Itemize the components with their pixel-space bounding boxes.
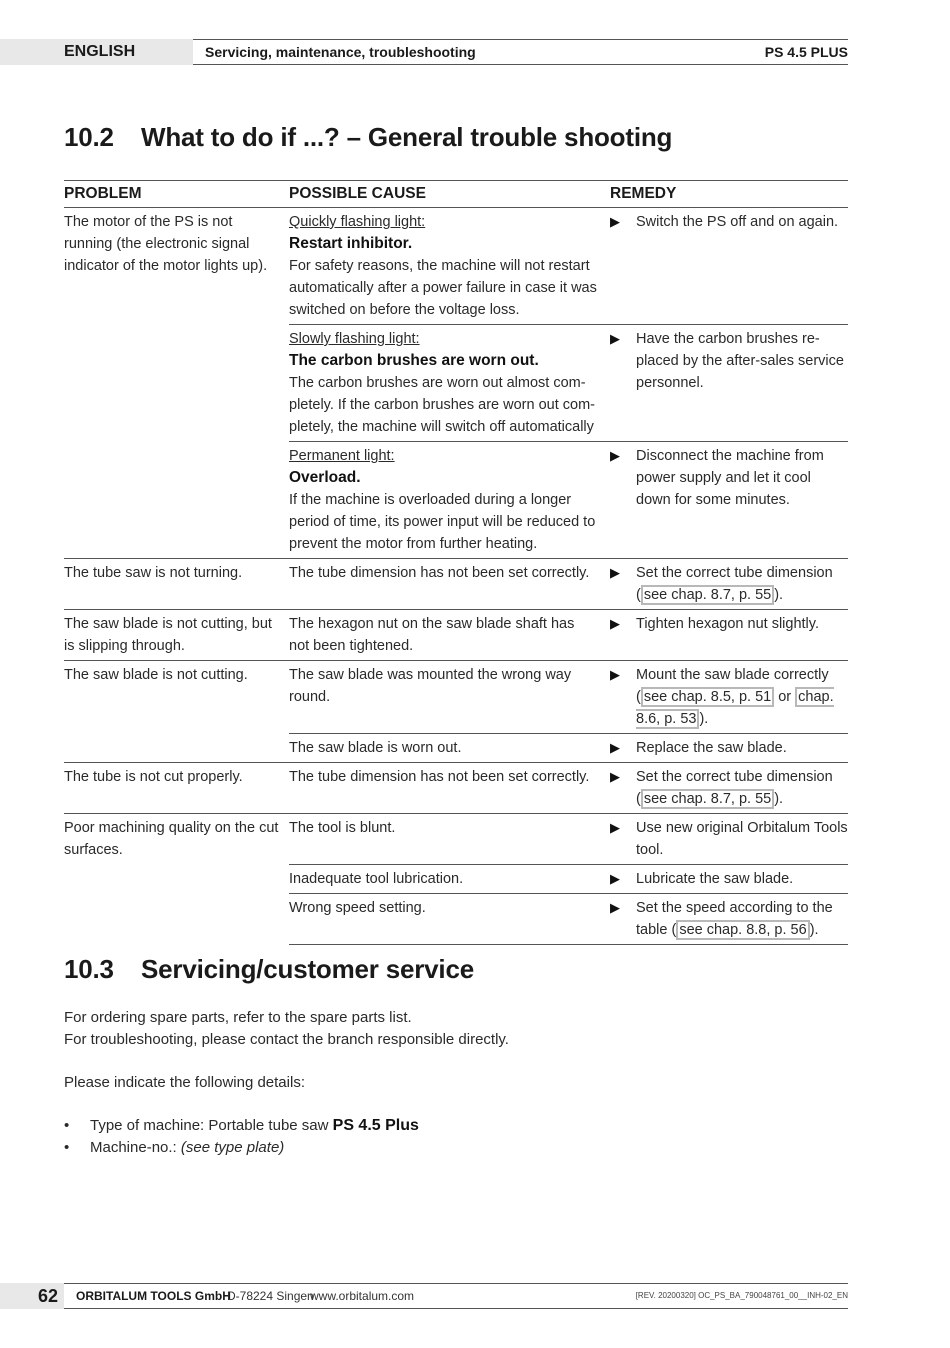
footer-company: ORBITALUM TOOLS GmbH	[76, 1289, 231, 1303]
remedy-cell	[610, 325, 848, 442]
details-list	[64, 1115, 419, 1159]
remedy-cell	[610, 661, 848, 734]
remedy-text	[636, 664, 848, 730]
cause-label: Slowly flashing light:	[289, 331, 420, 347]
remedy-cell	[610, 894, 848, 945]
remedy-text-mid: or	[774, 689, 796, 705]
header-bar	[193, 39, 848, 65]
list-item-text: Type of machine: Portable tube saw	[90, 1117, 333, 1134]
remedy-text: Use new original Orbitalum Tools tool.	[636, 820, 848, 858]
list-item-text: Machine-no.:	[90, 1139, 181, 1156]
table-row	[64, 208, 848, 325]
remedy-text-pre: Set the correct tube dimension (	[636, 769, 833, 807]
footer-website[interactable]: www.orbitalum.com	[310, 1289, 415, 1303]
troubleshooting-table	[64, 180, 848, 945]
arrow-right-icon: ▶	[610, 769, 620, 784]
table-row	[64, 559, 848, 610]
chapter-link[interactable]: see chap. 8.7, p. 55	[641, 789, 774, 809]
chapter-link[interactable]: see chap. 8.5, p. 51	[641, 687, 774, 707]
cause-label: Permanent light:	[289, 448, 395, 464]
remedy-text-post: ).	[699, 711, 709, 727]
cause-text: The carbon brushes are worn out almost com-pletely. If the carbon brushes are worn out com-pletely, the machine will switch off automatically	[289, 375, 595, 435]
cause-label: Quickly flashing light:	[289, 214, 426, 230]
arrow-right-icon: ▶	[610, 331, 620, 346]
cause-cell: The tool is blunt.	[289, 814, 610, 865]
arrow-right-icon: ▶	[610, 448, 620, 463]
footer-address: D-78224 Singen	[227, 1289, 314, 1303]
remedy-text: Tighten hexagon nut slightly.	[636, 616, 819, 632]
remedy-text-pre: Set the speed according to the table (	[636, 900, 833, 938]
problem-cell: The saw blade is not cutting, but is slipping through.	[64, 610, 289, 661]
remedy-cell	[610, 865, 848, 894]
remedy-text-post: ).	[774, 587, 784, 603]
cause-title: Restart inhibitor.	[289, 235, 413, 252]
remedy-cell	[610, 208, 848, 325]
remedy-cell	[610, 734, 848, 763]
problem-cell: The saw blade is not cutting.	[64, 661, 289, 763]
remedy-cell	[610, 763, 848, 814]
cause-cell: The tube dimension has not been set correctly.	[289, 559, 610, 610]
table-row	[64, 763, 848, 814]
list-item	[64, 1115, 419, 1137]
remedy-text: Replace the saw blade.	[636, 740, 787, 756]
table-header-row	[64, 181, 848, 208]
remedy-text	[636, 897, 848, 941]
table-row	[64, 610, 848, 661]
footer-bar	[64, 1283, 848, 1309]
arrow-right-icon: ▶	[610, 871, 620, 886]
remedy-cell	[610, 559, 848, 610]
remedy-text-pre: Mount the saw blade correctly (	[636, 667, 829, 705]
table-row	[64, 814, 848, 865]
cause-title: The carbon brushes are worn out.	[289, 352, 539, 369]
heading-10-3-title: Servicing/customer service	[141, 954, 474, 984]
cause-cell: The saw blade is worn out.	[289, 734, 610, 763]
header-section-title: Servicing, maintenance, troubleshooting	[205, 44, 476, 60]
chapter-link[interactable]: chap. 8.6, p. 53	[636, 689, 834, 727]
heading-10-2	[64, 122, 672, 153]
cause-cell	[289, 442, 610, 559]
cause-cell	[289, 325, 610, 442]
list-item	[64, 1137, 419, 1159]
heading-10-3	[64, 954, 474, 985]
remedy-cell	[610, 442, 848, 559]
chapter-link[interactable]: see chap. 8.8, p. 56	[676, 920, 809, 940]
paragraph-troubleshooting: For troubleshooting, please contact the branch responsible directly.	[64, 1031, 509, 1048]
remedy-text-pre: Set the correct tube dimension (	[636, 565, 833, 603]
header-remedy: REMEDY	[610, 181, 848, 208]
machine-no-hint: (see type plate)	[180, 1139, 285, 1156]
paragraph-details: Please indicate the following details:	[64, 1074, 305, 1091]
arrow-right-icon: ▶	[610, 565, 620, 580]
cause-text: If the machine is overloaded during a longer period of time, its power input will be reduced to prevent the motor from further heating.	[289, 492, 596, 552]
cause-title: Overload.	[289, 469, 361, 486]
page-number: 62	[0, 1283, 64, 1309]
problem-cell: Poor machining quality on the cut surfaces.	[64, 814, 289, 945]
header-language: ENGLISH	[0, 39, 193, 65]
cause-cell: The tube dimension has not been set correctly.	[289, 763, 610, 814]
cause-cell	[289, 208, 610, 325]
arrow-right-icon: ▶	[610, 740, 620, 755]
bullet-icon: •	[64, 1117, 70, 1134]
remedy-cell	[610, 814, 848, 865]
cause-text: For safety reasons, the machine will not restart automatically after a power failure in case it was switched on before the voltage loss.	[289, 258, 597, 318]
cause-cell: Wrong speed setting.	[289, 894, 610, 945]
paragraph-spare-parts: For ordering spare parts, refer to the spare parts list.	[64, 1009, 412, 1026]
problem-cell: The motor of the PS is not running (the electronic signal indicator of the motor lights up).	[64, 214, 268, 274]
heading-10-2-title: What to do if ...? – General trouble shooting	[141, 122, 673, 152]
heading-10-3-number: 10.3	[64, 954, 114, 984]
remedy-text-post: ).	[774, 791, 784, 807]
remedy-cell	[610, 610, 848, 661]
remedy-text: Disconnect the machine from power supply and let it cool down for some minutes.	[636, 448, 824, 508]
header-cause: POSSIBLE CAUSE	[289, 181, 610, 208]
remedy-text: Have the carbon brushes re-placed by the after-sales service personnel.	[636, 331, 844, 391]
cause-cell: The hexagon nut on the saw blade shaft has not been tightened.	[289, 610, 610, 661]
machine-type: PS 4.5 Plus	[332, 1117, 419, 1134]
bullet-icon: •	[64, 1139, 70, 1156]
remedy-text-post: ).	[809, 922, 819, 938]
header-problem: PROBLEM	[64, 181, 289, 208]
remedy-text: Lubricate the saw blade.	[636, 871, 794, 887]
problem-cell: The tube saw is not turning.	[64, 559, 289, 610]
remedy-text	[636, 562, 848, 606]
heading-10-2-number: 10.2	[64, 122, 114, 152]
remedy-text: Switch the PS off and on again.	[636, 214, 839, 230]
arrow-right-icon: ▶	[610, 667, 620, 682]
cause-cell: The saw blade was mounted the wrong way round.	[289, 661, 610, 734]
cause-cell: Inadequate tool lubrication.	[289, 865, 610, 894]
problem-cell: The tube is not cut properly.	[64, 763, 289, 814]
arrow-right-icon: ▶	[610, 900, 620, 915]
arrow-right-icon: ▶	[610, 616, 620, 631]
table-row	[64, 661, 848, 734]
chapter-link[interactable]: see chap. 8.7, p. 55	[641, 585, 774, 605]
footer-revision: [REV. 20200320] OC_PS_BA_790048761_00__INH-02_EN	[635, 1291, 848, 1300]
header-model: PS 4.5 PLUS	[764, 44, 848, 60]
arrow-right-icon: ▶	[610, 214, 620, 229]
remedy-text	[636, 766, 848, 810]
arrow-right-icon: ▶	[610, 820, 620, 835]
